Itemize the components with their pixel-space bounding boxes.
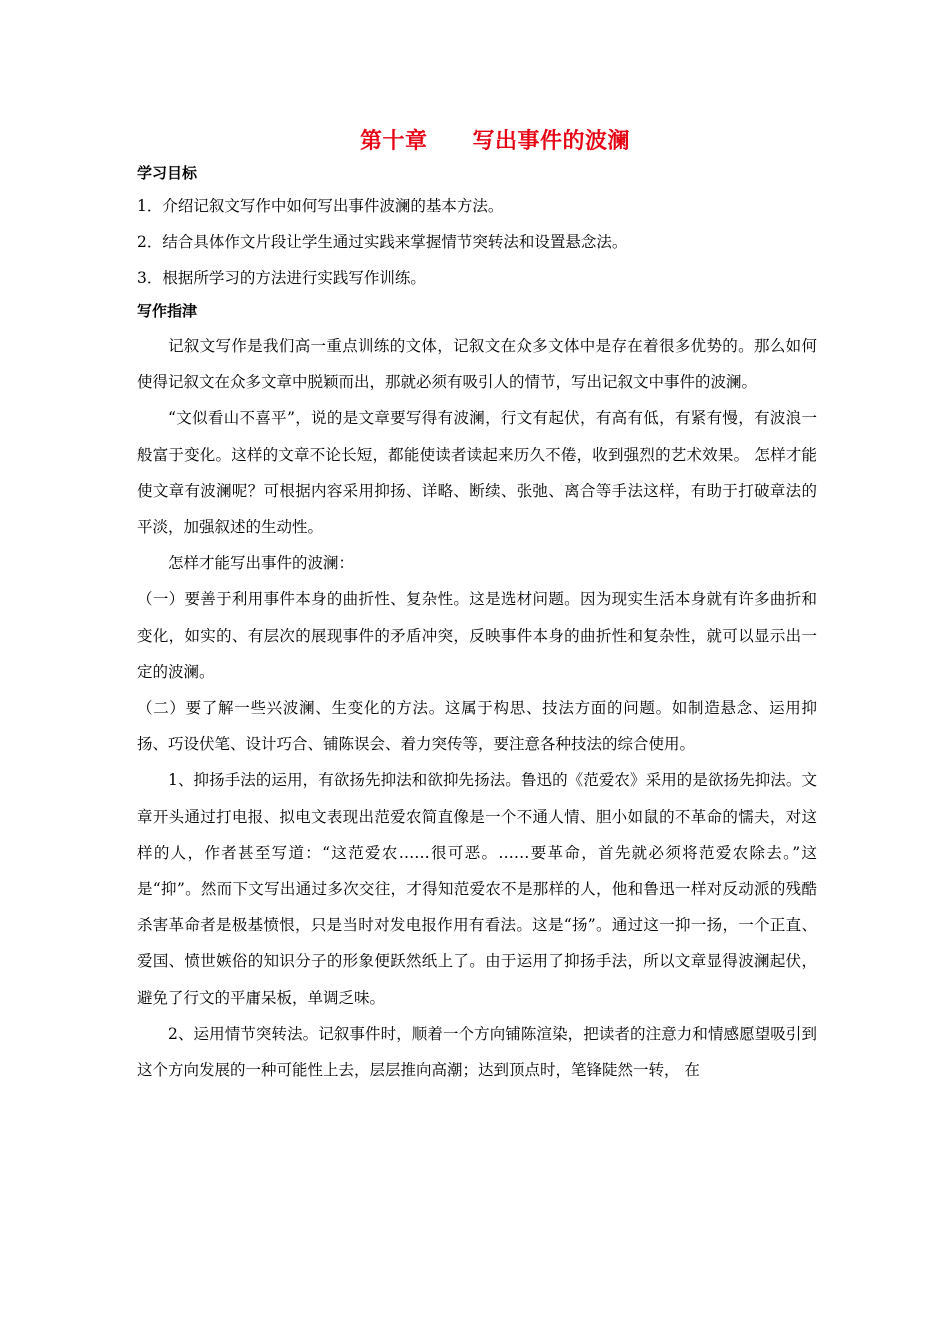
goal-item: 2．结合具体作文片段让学生通过实践来掌握情节突转法和设置悬念法。 — [137, 233, 628, 251]
body-paragraph: （二）要了解一些兴波澜、生变化的方法。这属于构思、技法方面的问题。如制造悬念、运用抑扬、巧设伏笔、设计巧合、铺陈误会、着力突传等，要注意各种技法的综合使用。 — [137, 699, 817, 754]
body-paragraph: （一）要善于利用事件本身的曲折性、复杂性。这是选材问题。因为现实生活本身就有许多曲折和变化，如实的、有层次的展现事件的矛盾冲突，反映事件本身的曲折性和复杂性，就可以显示出一定的波澜。 — [137, 590, 817, 681]
document-body — [137, 158, 817, 1088]
section-heading-goals: 学习目标 — [137, 164, 198, 182]
goal-item: 1．介绍记叙文写作中如何写出事件波澜的基本方法。 — [137, 197, 504, 215]
chapter-title: 第十章 写出事件的波澜 — [359, 129, 630, 154]
body-paragraph: 怎样才能写出事件的波澜： — [168, 554, 355, 573]
body-paragraph: “文似看山不喜平”，说的是文章要写得有波澜，行文有起伏，有高有低，有紧有慢，有波浪一般富于变化。这样的文章不论长短，都能使读者读起来历久不倦，收到强烈的艺术效果。 怎样才能使文章有波澜呢？可根据内容采用抑扬、详略、断续、张弛、离合等手法这样，有助于打破章法的平淡，加强叙述的生动性。 — [137, 409, 817, 537]
body-paragraph: 记叙文写作是我们高一重点训练的文体，记叙文在众多文体中是存在着很多优势的。那么如何使得记叙文在众多文章中脱颖而出，那就必须有吸引人的情节，写出记叙文中事件的波澜。 — [137, 337, 817, 392]
section-heading-guide: 写作指津 — [137, 302, 198, 320]
body-paragraph: 1、抑扬手法的运用，有欲扬先抑法和欲抑先扬法。鲁迅的《范爱农》采用的是欲扬先抑法。文章开头通过打电报、拟电文表现出范爱农简直像是一个不通人情、胆小如鼠的不革命的懦夫，对这样的人，作者甚至写道：“这范爱农……很可恶。……要革命，首先就必须将范爱农除去。”这是“抑”。然而下文写出通过多次交往，才得知范爱农不是那样的人，他和鲁迅一样对反动派的残酷杀害革命者是极基愤恨，只是当时对发电报作用有看法。这是“扬”。通过这一抑一扬，一个正直、爱国、愤世嫉俗的知识分子的形象便跃然纸上了。由于运用了抑扬手法，所以文章显得波澜起伏，避免了行文的平庸呆板，单调乏味。 — [137, 771, 817, 1007]
body-paragraph: 2、运用情节突转法。记叙事件时，顺着一个方向铺陈渲染，把读者的注意力和情感愿望吸引到这个方向发展的一种可能性上去，层层推向高潮；达到顶点时，笔锋陡然一转， 在 — [137, 1024, 817, 1080]
goal-item: 3．根据所学习的方法进行实践写作训练。 — [137, 269, 426, 287]
